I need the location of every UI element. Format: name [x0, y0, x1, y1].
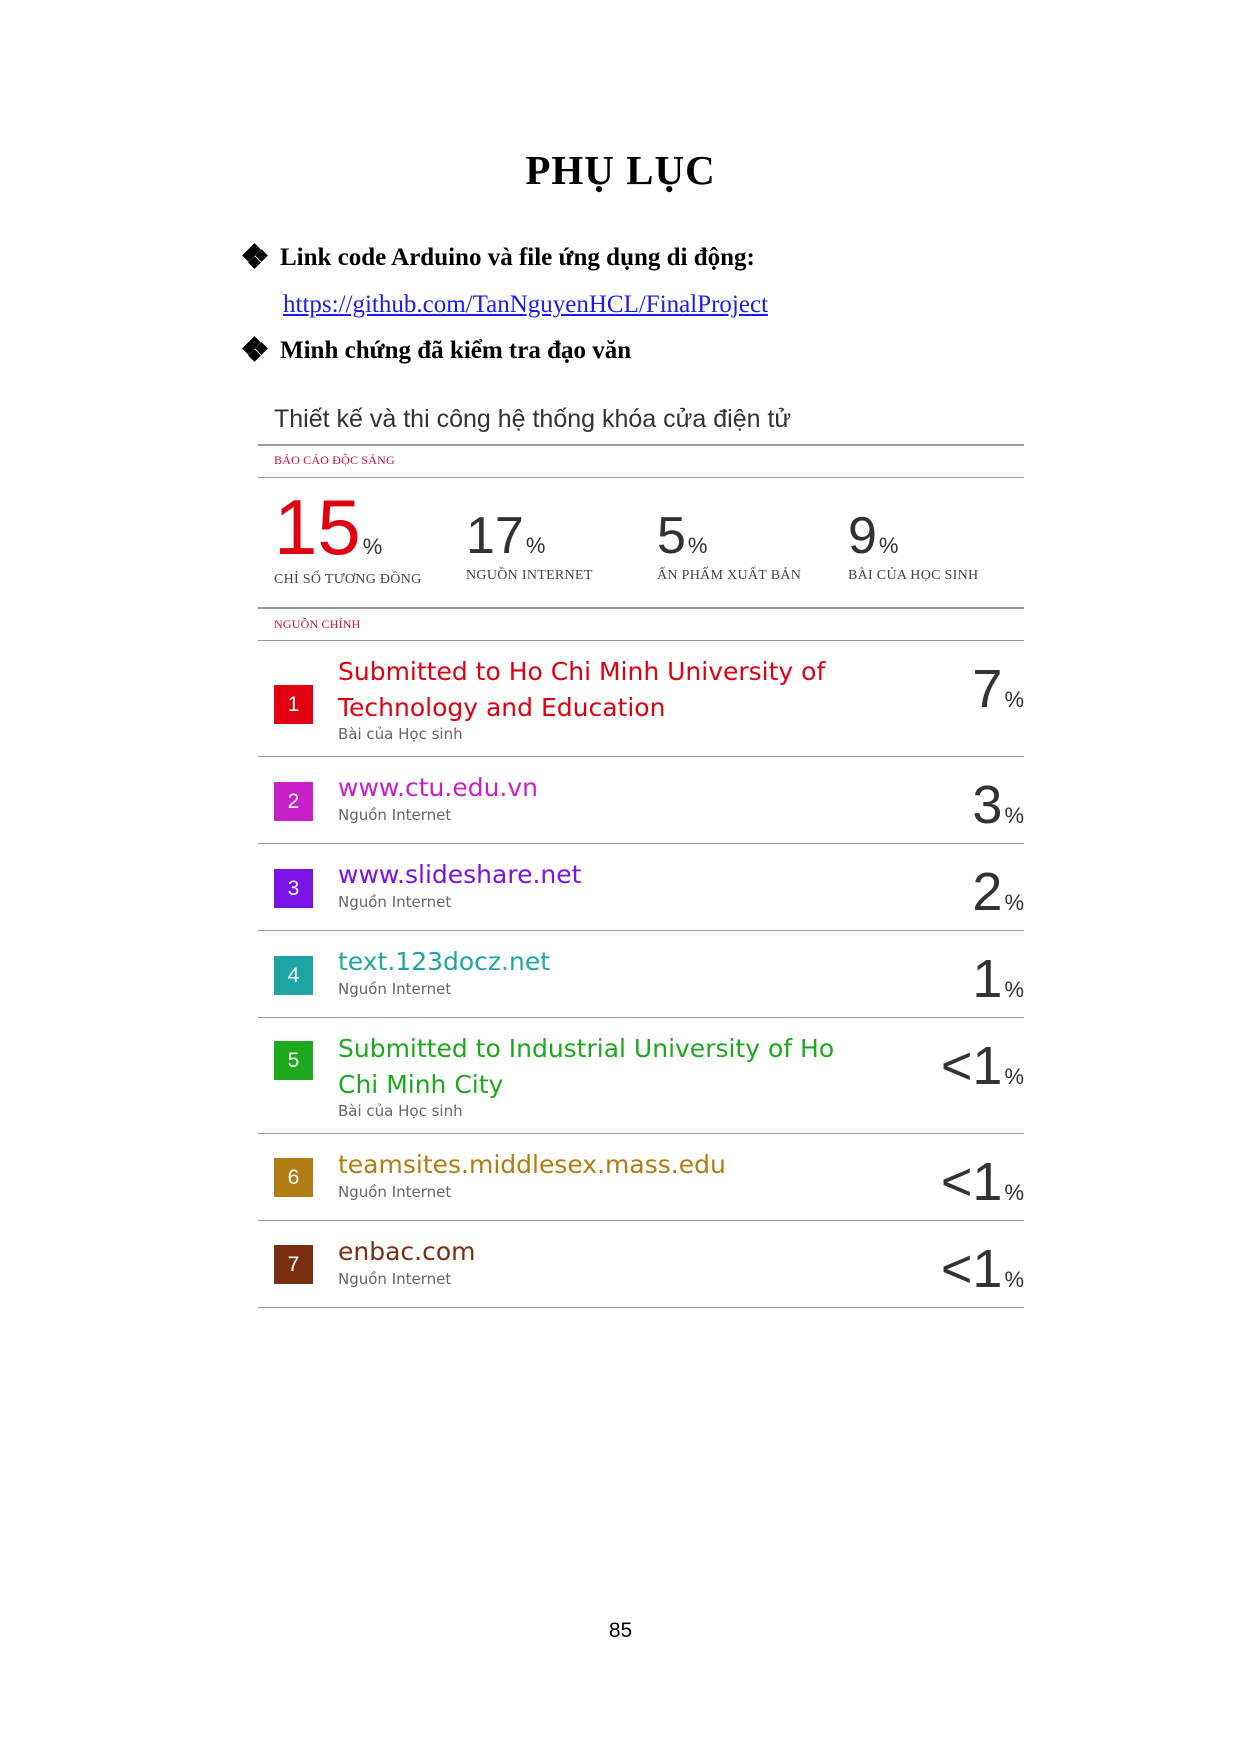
stat-caption: BÀI CỦA HỌC SINH	[848, 568, 979, 583]
primary-sources-label: NGUỒN CHÍNH	[274, 617, 361, 631]
stat-unit: %	[687, 533, 708, 558]
stat-value: 9	[848, 507, 877, 565]
source-row	[258, 756, 1024, 843]
stat-unit: %	[878, 533, 899, 558]
stat-caption: CHỈ SỐ TƯƠNG ĐỒNG	[274, 572, 422, 587]
page-number: 85	[608, 1619, 633, 1642]
source-percent-value: <1	[940, 1239, 1003, 1299]
divider	[258, 444, 1024, 446]
source-percent-unit: %	[1004, 1064, 1024, 1089]
source-row	[258, 640, 1024, 756]
source-row	[258, 1220, 1024, 1307]
report-title: Thiết kế và thi công hệ thống khóa cửa điện tử	[274, 405, 792, 433]
source-percent-value: <1	[940, 1152, 1003, 1212]
source-name: Submitted to Industrial University of Ho Chi Minh City	[338, 1034, 835, 1099]
github-link[interactable]: https://github.com/TanNguyenHCL/FinalProject	[283, 291, 769, 318]
source-percent-value: <1	[940, 1036, 1003, 1096]
source-type: Bài của Học sinh	[338, 1102, 463, 1120]
bullet-text: Minh chứng đã kiểm tra đạo văn	[280, 337, 632, 364]
source-rank-badge: 3	[274, 869, 313, 908]
divider	[258, 607, 1024, 609]
source-percent-unit: %	[1004, 687, 1024, 712]
divider	[258, 1307, 1024, 1308]
source-name: Submitted to Ho Chi Minh University of Technology and Education	[338, 657, 826, 722]
originality-label: BÁO CÁO ĐỘC SÁNG	[274, 453, 395, 467]
source-percent-unit: %	[1004, 803, 1024, 828]
source-type: Nguồn Internet	[338, 893, 452, 911]
source-name: enbac.com	[338, 1237, 476, 1266]
source-rank-badge: 1	[274, 685, 313, 724]
source-name: teamsites.middlesex.mass.edu	[338, 1150, 726, 1179]
source-percent	[940, 1152, 1024, 1212]
source-percent-value: 3	[972, 775, 1003, 835]
stat-student-papers	[848, 488, 978, 584]
source-type: Nguồn Internet	[338, 1183, 452, 1201]
source-type: Nguồn Internet	[338, 806, 452, 824]
source-rank-badge: 6	[274, 1158, 313, 1197]
source-percent	[940, 1239, 1024, 1299]
source-name: text.123docz.net	[338, 947, 551, 976]
source-row	[258, 1017, 1024, 1133]
bullet-text: Link code Arduino và file ứng dụng di động:	[280, 244, 755, 271]
stat-value: 17	[466, 507, 524, 565]
source-name: www.slideshare.net	[338, 860, 582, 889]
source-row	[258, 1133, 1024, 1220]
source-percent-unit: %	[1004, 977, 1024, 1002]
bullet-plagiarism-check	[244, 337, 631, 365]
source-percent	[972, 949, 1024, 1009]
source-percent	[972, 862, 1024, 922]
stat-internet-sources	[466, 488, 593, 584]
source-type: Nguồn Internet	[338, 1270, 452, 1288]
stat-caption: NGUỒN INTERNET	[466, 568, 593, 583]
source-type: Bài của Học sinh	[338, 725, 463, 743]
four-diamond-bullet-icon	[244, 245, 266, 267]
source-percent	[940, 1036, 1024, 1096]
source-percent-value: 2	[972, 862, 1003, 922]
source-rank-badge: 2	[274, 782, 313, 821]
stat-unit: %	[362, 534, 383, 559]
source-percent	[972, 775, 1024, 835]
source-percent-value: 7	[972, 659, 1003, 719]
source-percent-unit: %	[1004, 1267, 1024, 1292]
stat-publications	[657, 488, 801, 584]
source-row	[258, 930, 1024, 1017]
source-name: www.ctu.edu.vn	[338, 773, 539, 802]
source-row	[258, 843, 1024, 930]
source-rank-badge: 4	[274, 956, 313, 995]
source-percent	[972, 659, 1024, 719]
stat-value: 15	[274, 483, 361, 571]
page-title: PHỤ LỤC	[525, 147, 716, 193]
source-percent-unit: %	[1004, 1180, 1024, 1205]
stat-caption: ẤN PHẨM XUẤT BẢN	[657, 568, 802, 583]
stat-unit: %	[525, 533, 546, 558]
stat-similarity-index	[274, 483, 422, 588]
source-rank-badge: 7	[274, 1245, 313, 1284]
source-percent-value: 1	[972, 949, 1003, 1009]
bullet-arduino-link	[244, 244, 755, 272]
source-type: Nguồn Internet	[338, 980, 452, 998]
stat-value: 5	[657, 507, 686, 565]
divider	[258, 477, 1024, 478]
four-diamond-bullet-icon	[244, 338, 266, 360]
source-percent-unit: %	[1004, 890, 1024, 915]
source-rank-badge: 5	[274, 1041, 313, 1080]
